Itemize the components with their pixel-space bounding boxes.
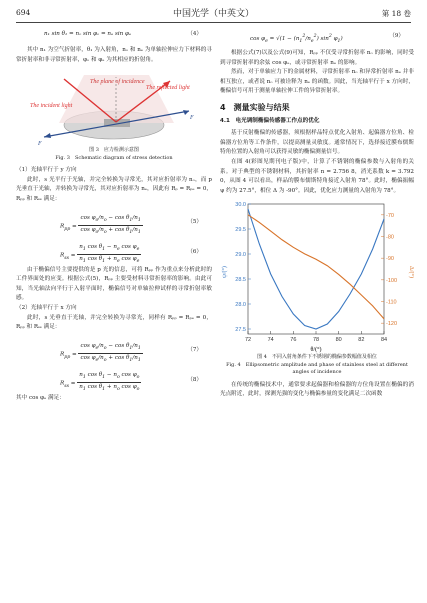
equation-9 (220, 30, 414, 46)
equation-6-body: $R_{ss}$ = $\frac{n_1 \cos \theta_1 - n_e \cos \varphi_e}{n_1 \cos \theta_1 + n_e \cos \varphi_e}$ (60, 243, 140, 265)
x-tick-label: 72 (244, 337, 252, 344)
equation-9-body: $\cos \varphi_e = √(1 - (n_1^2/n_e^2)$ $\sin^2 \varphi_1$) (250, 34, 343, 44)
equation-5 (16, 208, 212, 238)
equation-4 (16, 30, 212, 43)
y-right-tick-label: -80 (386, 234, 394, 241)
equation-8-body: $R_{ss}$ = $\frac{n_1 \cos \theta_1 - n_o \cos \varphi_o}{n_1 \cos \theta_1 + n_o \cos \varphi_o}$ (60, 371, 140, 393)
equation-5-body: $R_{pp}$ = $\frac{\cos \varphi_o/n_o - \cos \theta_1/n_1}{\cos \varphi_o/n_o + \cos \theta_1/n_1}$ (60, 214, 141, 236)
reflected-light-label: The reflected light (146, 85, 190, 92)
paragraph: 由于椭偏信号主要提供的是 p 光的信息，可将 Rₚₚ 作为重点来分析此时的工件界面处的应变。根据公式(5)，Rₚₚ 主要受材料寻常折射率的影响。由此可知，当光轴法向平行于入射平面时，椭偏信号对单轴拉伸试样的寻常折射率敏感。 (16, 266, 212, 302)
paragraph: 在传统的椭偏技术中，通常要求起偏器和检偏器的方位角设置在椭偏的消光点附近，此时，探测光强的变化与椭偏参量的变化满足二次函数 (220, 381, 414, 398)
equation-7-body: $R_{pp}$ = $\frac{\cos \varphi_e/n_o - \cos \theta_1/n_1}{\cos \varphi_e/n_o + \cos \theta_1/n_1}$ (60, 342, 141, 364)
figure-4-caption-cn: 图 4 不同入射角条件下不锈钢的椭偏参数幅值及相位 (257, 354, 377, 361)
paragraph: 然而，对于单轴应力下的金属材料，寻常折射率 nₒ 和异常折射率 nₑ 并非相互独立，或者说 nₒ 可被诠释为 nₑ 的函数。因此，当光轴平行于 x 方向时，椭偏信号可用于测量单轴拉伸工件的异常折射率。 (220, 69, 414, 95)
figure-4-caption-en: Fig. 4 Ellipsometric amplitude and phase of stainless steel at different angles of incidence (226, 361, 408, 376)
journal-title: 中国光学（中英文） (172, 9, 254, 19)
figure-3-caption-en: Fig. 3 Schematic diagram of stress detection (55, 154, 173, 161)
equation-6-number: （6） (187, 248, 202, 255)
equation-9-number: （9） (389, 33, 404, 39)
subsection-heading: 4.1 电光调制椭偏传感器工作点的优化 (220, 117, 320, 124)
y-right-tick-label: -110 (386, 299, 397, 306)
figure-4-chart (220, 196, 414, 354)
x-tick-label: 76 (290, 337, 297, 344)
x-tick-label: 82 (358, 337, 365, 344)
force-label-right: F (190, 115, 194, 122)
y-left-tick-label: 29.0 (235, 252, 246, 259)
y-left-tick-label: 28.0 (235, 302, 246, 309)
equation-4-body: n₁ sin θ₁ = nₒ sin φₒ = nₑ sin φₑ (44, 31, 132, 37)
equation-8 (16, 369, 212, 391)
x-tick-label: 78 (312, 337, 320, 344)
paragraph: 基于反射椭偏的传感器，须根据样品特点优化入射角、起偏器方位角、检偏器方位角等工作条件，以提高测量灵敏度。通常情况下，选择接近膜布儒斯特角位置的入射角可以获得灵敏的椭偏测量信号。 (220, 130, 414, 156)
y-right-axis-label: Δ/(°) (408, 266, 414, 279)
y-right-tick-label: -70 (386, 213, 394, 220)
incident-light-label: The incident light (30, 103, 73, 110)
paragraph: 其中 n₁ 为空气折射率，θ₁ 为入射角，nₒ 和 nₑ 为单轴拉伸应力下材料的寻常折射率和非寻常折射率，φₒ 和 φₑ 为其相应的折射角。 (16, 47, 212, 63)
paragraph: 在图 4(彩图见期刊电子版)中，计算了不锈钢的椭偏参数与入射角的关系。对于典型的不锈钢材料，其折射率 n = 2.756 8，消光系数 k = 3.792 0，从图 4 可以看出，样品的膜布儒斯特角接近入射角 78°。此时，椭偏振幅 ψ 约为 27.5°，相位 Δ 为 -90°。因此，优化应力测量的入射角为 78°。 (220, 158, 414, 194)
paragraph: 其中 cos φₑ 满足： (16, 394, 65, 401)
issue-label: 第 18 卷 (381, 9, 411, 18)
x-tick-label: 74 (267, 337, 274, 344)
equation-8-number: （8） (187, 376, 202, 383)
paragraph: 根据公式(7)以及公式(9)可知，Rₚₚ 不仅受寻常折射率 nₒ 的影响，同时受到寻常折射率的余弦 cos φₑ，或寻常折射率 nₑ 的影响。 (220, 50, 414, 66)
page-number: 694 (16, 8, 31, 17)
plane-of-incidence-label: The plane of incidence (90, 79, 145, 86)
figure-3-stress-diagram (24, 67, 204, 147)
x-axis-label: θ/(°) (310, 347, 322, 354)
series-psi-line (248, 209, 384, 329)
force-label-left: F (38, 141, 42, 148)
figure-3-caption-cn: 图 3 应力检测示意图 (89, 147, 139, 154)
right-column (220, 27, 414, 400)
equation-4-number: （4） (187, 31, 202, 37)
section-heading: 4 测量实验与结果 (220, 102, 290, 112)
equation-5-number: （5） (187, 218, 202, 225)
y-right-tick-label: -100 (386, 278, 398, 285)
y-left-tick-label: 30.0 (235, 202, 246, 209)
equation-6 (16, 241, 212, 263)
y-left-tick-label: 27.5 (235, 327, 246, 334)
header-rule (16, 22, 411, 23)
x-tick-label: 84 (380, 337, 388, 344)
y-right-tick-label: -120 (386, 321, 398, 328)
subsection-title: （2）光轴平行于 x 方向 (16, 304, 77, 311)
y-left-axis-label: ψ/(°) (222, 266, 228, 279)
paragraph: 此时，s 光平行于光轴，并完全转换为寻常光，其对应折射率为 nₒ，而 p 光垂直于光轴，并转换为寻常光，其对应折射率为 nₑ，因此有 Rₚ = Rₚₑ = 0，Rₚₚ 和 Rₛₛ 满足： (16, 176, 212, 202)
paragraph: 此时，s 光垂直于光轴，并完全转换为寻常光，同样有 Rₚₚ = Rₚₑ = 0，Rₚₚ 和 Rₛₛ 满足： (16, 314, 212, 331)
equation-7 (16, 336, 212, 366)
y-left-tick-label: 29.5 (235, 227, 246, 234)
y-right-tick-label: -90 (386, 256, 394, 263)
x-tick-label: 80 (335, 337, 342, 344)
subsection-title: （1）光轴平行于 y 方向 (16, 167, 77, 174)
equation-7-number: （7） (187, 346, 202, 353)
left-column (16, 27, 212, 403)
y-left-tick-label: 28.5 (235, 277, 246, 284)
